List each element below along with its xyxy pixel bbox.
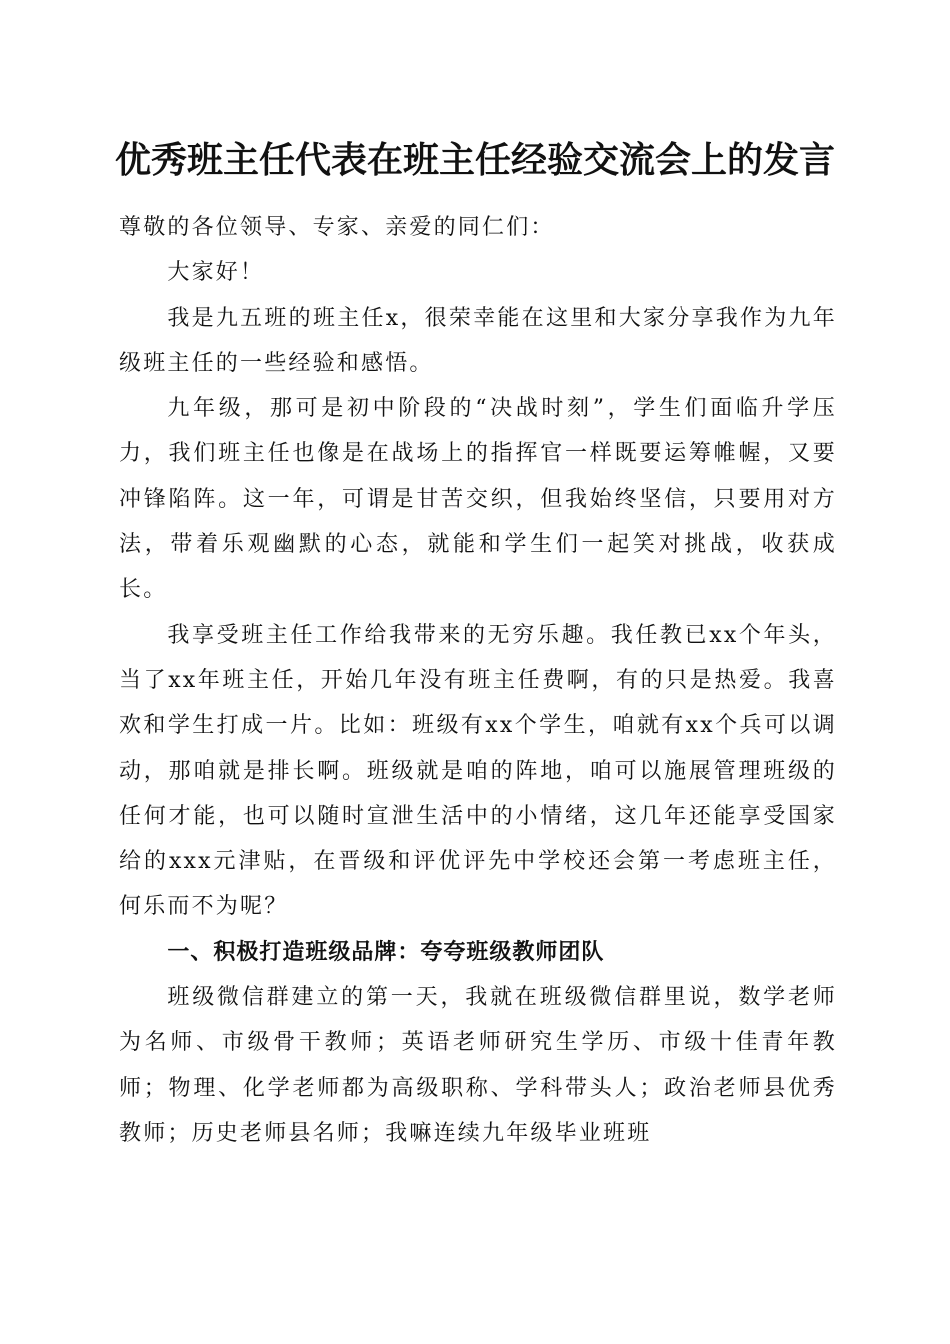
document-body bbox=[119, 205, 837, 1156]
section-heading: 一、积极打造班级品牌：夸夸班级教师团队 bbox=[167, 939, 605, 965]
salutation: 尊敬的各位领导、专家、亲爱的同仁们： bbox=[119, 215, 555, 240]
document-title: 优秀班主任代表在班主任经验交流会上的发言 bbox=[114, 139, 835, 181]
paragraph-grade-nine: 九年级，那可是初中阶段的“决战时刻”，学生们面临升学压力，我们班主任也像是在战场上的指挥官一样既要运筹帷幄，又要冲锋陷阵。这一年，可谓是甘苦交织，但我始终坚信，只要用对方法，带着乐观幽默的心态，就能和学生们一起笑对挑战，收获成长。 bbox=[119, 396, 837, 603]
paragraph-introduction: 我是九五班的班主任x，很荣幸能在这里和大家分享我作为九年级班主任的一些经验和感悟。 bbox=[119, 305, 837, 376]
paragraph-teacher-team: 班级微信群建立的第一天，我就在班级微信群里说，数学老师为名师、市级骨干教师；英语老师研究生学历、市级十佳青年教师；物理、化学老师都为高级职称、学科带头人；政治老师县优秀教师；历史老师县名师；我嘛连续九年级毕业班班 bbox=[119, 985, 837, 1146]
greeting: 大家好！ bbox=[167, 260, 265, 286]
paragraph-enjoyment: 我享受班主任工作给我带来的无穷乐趣。我任教已xx个年头，当了xx年班主任，开始几年没有班主任费啊，有的只是热爱。我喜欢和学生打成一片。比如：班级有xx个学生，咱就有xx个兵可以调动，那咱就是排长啊。班级就是咱的阵地，咱可以施展管理班级的任何才能，也可以随时宣泄生活中的小情绪，这几年还能享受国家给的xxx元津贴，在晋级和评优评先中学校还会第一考虑班主任，何乐而不为呢？ bbox=[119, 622, 837, 920]
